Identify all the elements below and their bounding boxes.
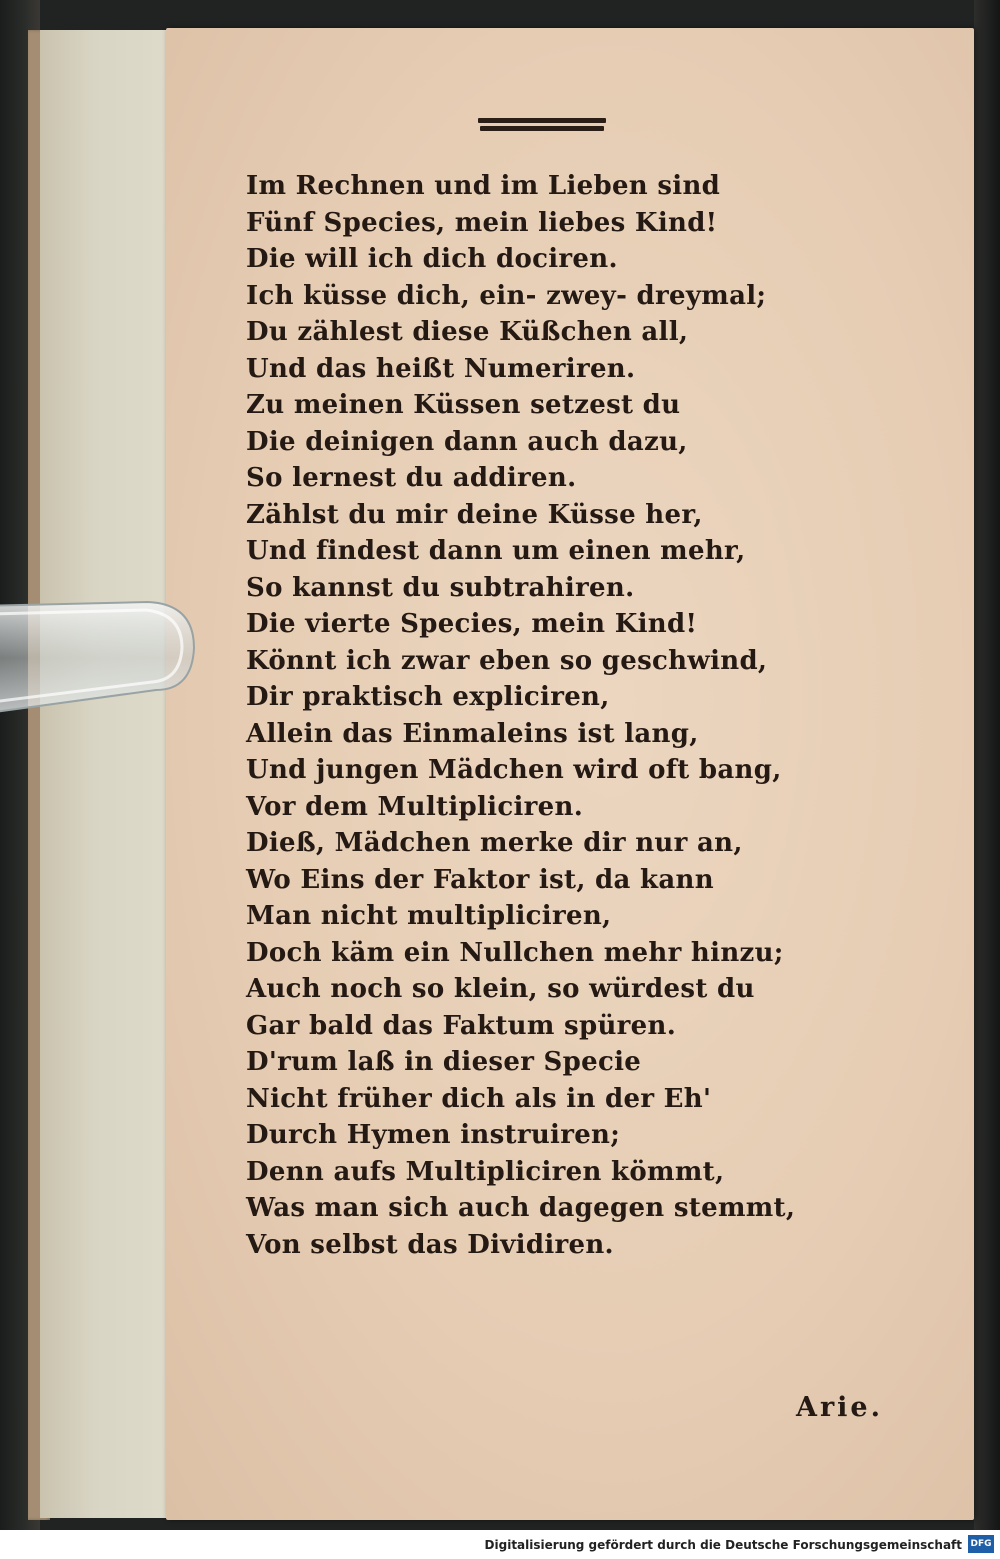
poem-line: Fünf Species, mein liebes Kind!	[246, 207, 718, 238]
poem-line: Könnt ich zwar eben so geschwind,	[246, 645, 768, 676]
ornament-bar-top	[478, 118, 606, 123]
footer-bar	[0, 1530, 1000, 1559]
poem-line: Dieß, Mädchen merke dir nur an,	[246, 828, 743, 858]
poem-line: Die deinigen dann auch dazu,	[246, 426, 688, 457]
poem-line: D'rum laß in dieser Specie	[246, 1047, 642, 1077]
poem-line: Und findest dann um einen mehr,	[246, 536, 746, 566]
poem-line: Wo Eins der Faktor ist, da kann	[246, 864, 714, 895]
poem-line: Denn aufs Multipliciren kömmt,	[246, 1156, 725, 1187]
poem-line: Dir praktisch expliciren,	[246, 682, 610, 712]
poem-line: Von selbst das Dividiren.	[246, 1229, 614, 1260]
catchword: Arie.	[796, 1392, 884, 1423]
poem-line: Zählst du mir deine Küsse her,	[246, 499, 703, 530]
poem-line: Im Rechnen und im Lieben sind	[246, 171, 721, 201]
endpaper	[40, 30, 176, 1518]
poem-line: Was man sich auch dagegen stemmt,	[246, 1193, 796, 1223]
poem-line: Allein das Einmaleins ist lang,	[246, 718, 699, 749]
poem-line: Du zählest diese Küßchen all,	[246, 317, 689, 347]
dfg-logo: DFG	[968, 1535, 994, 1553]
poem-line: Die vierte Species, mein Kind!	[246, 609, 698, 639]
poem-line: So kannst du subtrahiren.	[246, 572, 635, 603]
poem-line: Vor dem Multipliciren.	[246, 791, 584, 822]
poem-line: Und jungen Mädchen wird oft bang,	[246, 755, 782, 785]
poem-line: Zu meinen Küssen setzest du	[246, 390, 681, 420]
poem-line: Man nicht multipliciren,	[246, 901, 612, 931]
poem-line: Durch Hymen instruiren;	[246, 1120, 621, 1150]
poem-line: Auch noch so klein, so würdest du	[246, 974, 755, 1004]
ornament-bar-bottom	[480, 126, 604, 131]
poem-text	[246, 168, 806, 1263]
right-book-board	[974, 0, 1000, 1530]
poem-line: Gar bald das Faktum spüren.	[246, 1010, 677, 1041]
poem-line: Ich küsse dich, ein- zwey- dreymal;	[246, 280, 767, 311]
ornament-rule	[478, 118, 606, 132]
footer-credit: Digitalisierung gefördert durch die Deutsche Forschungsgemeinschaft	[484, 1538, 962, 1552]
poem-line: So lernest du addiren.	[246, 463, 577, 493]
poem-line: Nicht früher dich als in der Eh'	[246, 1083, 712, 1114]
poem-line: Die will ich dich dociren.	[246, 244, 618, 274]
poem-line: Doch käm ein Nullchen mehr hinzu;	[246, 937, 784, 968]
poem-line: Und das heißt Numeriren.	[246, 353, 636, 384]
